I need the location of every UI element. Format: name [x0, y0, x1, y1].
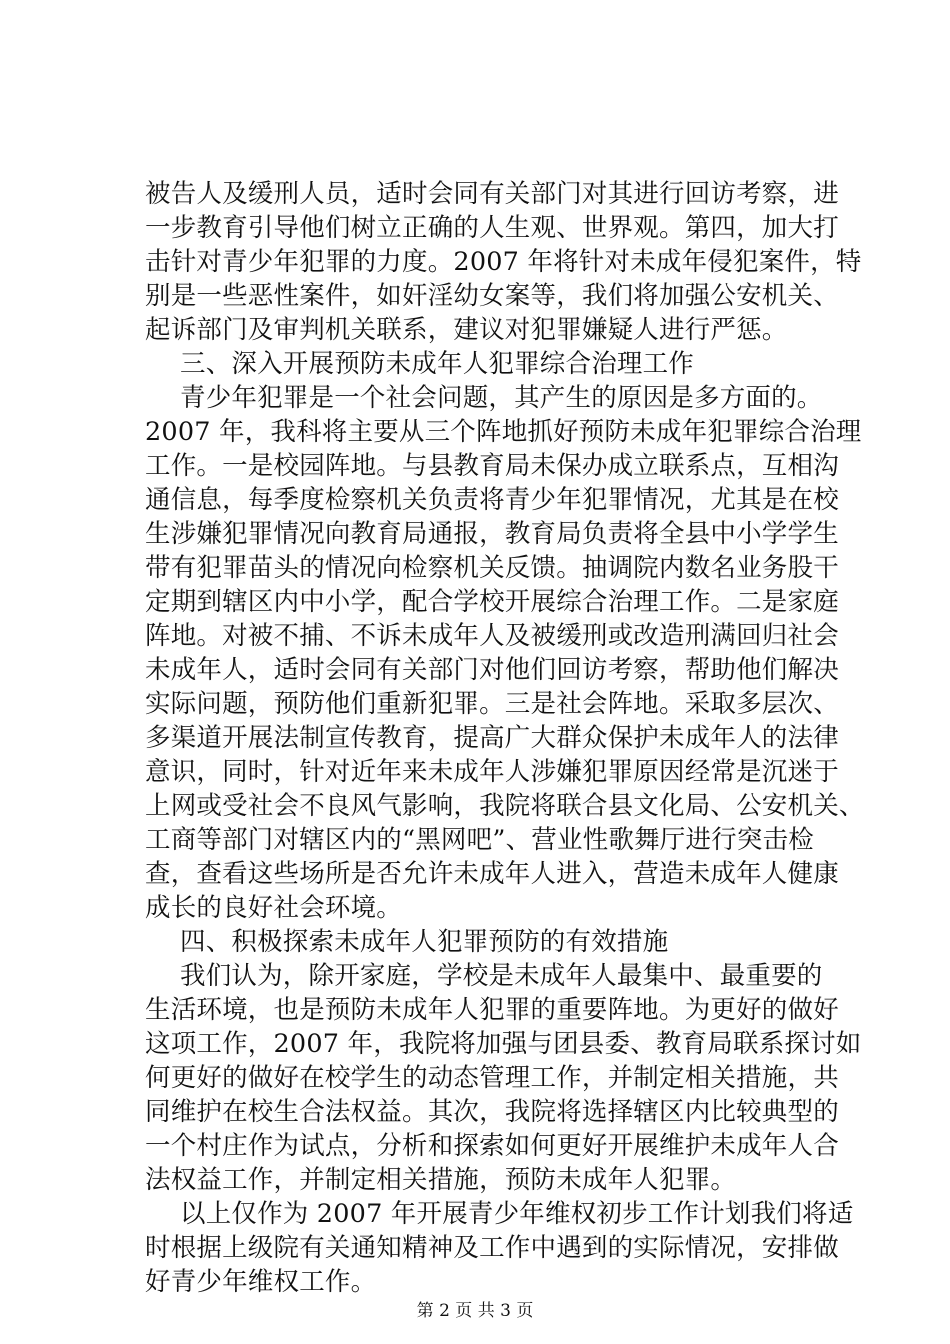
- text-line: 阵地。对被不捕、不诉未成年人及被缓刑或改造刑满回归社会: [145, 621, 839, 651]
- text-line: 实际问题，预防他们重新犯罪。三是社会阵地。采取多层次、: [145, 689, 839, 719]
- text-line: 起诉部门及审判机关联系，建议对犯罪嫌疑人进行严惩。: [145, 315, 788, 345]
- text-line: 以上仅作为 2007 年开展青少年维权初步工作计划我们将适: [180, 1199, 854, 1229]
- text-line: 生涉嫌犯罪情况向教育局通报，教育局负责将全县中小学学生: [145, 519, 839, 549]
- text-line: 时根据上级院有关通知精神及工作中遇到的实际情况，安排做: [145, 1233, 839, 1263]
- text-line: 成长的良好社会环境。: [145, 893, 403, 923]
- section-heading: 四、积极探索未成年人犯罪预防的有效措施: [180, 927, 669, 957]
- text-line: 同维护在校生合法权益。其次，我院将选择辖区内比较典型的: [145, 1097, 839, 1127]
- text-line: 法权益工作，并制定相关措施，预防未成年人犯罪。: [145, 1165, 737, 1195]
- text-line: 青少年犯罪是一个社会问题，其产生的原因是多方面的。: [180, 383, 823, 413]
- page-footer: 第 2 页 共 3 页: [416, 1301, 534, 1321]
- text-line: 带有犯罪苗头的情况向检察机关反馈。抽调院内数名业务股干: [145, 553, 839, 583]
- text-line: 别是一些恶性案件，如奸淫幼女案等，我们将加强公安机关、: [145, 281, 839, 311]
- text-line: 工作。一是校园阵地。与县教育局未保办成立联系点，互相沟: [145, 451, 839, 481]
- text-line: 被告人及缓刑人员，适时会同有关部门对其进行回访考察，进: [145, 179, 839, 209]
- text-line: 击针对青少年犯罪的力度。2007 年将针对未成年侵犯案件，特: [145, 247, 862, 277]
- text-line: 上网或受社会不良风气影响，我院将联合县文化局、公安机关、: [145, 791, 865, 821]
- text-line: 多渠道开展法制宣传教育，提高广大群众保护未成年人的法律: [145, 723, 839, 753]
- text-line: 查，查看这些场所是否允许未成年人进入，营造未成年人健康: [145, 859, 839, 889]
- text-line: 未成年人，适时会同有关部门对他们回访考察，帮助他们解决: [145, 655, 839, 685]
- text-line: 意识，同时，针对近年来未成年人涉嫌犯罪原因经常是沉迷于: [145, 757, 839, 787]
- text-line: 何更好的做好在校学生的动态管理工作，并制定相关措施，共: [145, 1063, 839, 1093]
- text-line: 工商等部门对辖区内的“黑网吧”、营业性歌舞厅进行突击检: [145, 825, 814, 855]
- text-line: 通信息，每季度检察机关负责将青少年犯罪情况，尤其是在校: [145, 485, 839, 515]
- text-line: 我们认为，除开家庭，学校是未成年人最集中、最重要的: [180, 961, 823, 991]
- text-line: 一个村庄作为试点，分析和探索如何更好开展维护未成年人合: [145, 1131, 839, 1161]
- text-line: 一步教育引导他们树立正确的人生观、世界观。第四，加大打: [145, 213, 839, 243]
- section-heading: 三、深入开展预防未成年人犯罪综合治理工作: [180, 349, 695, 379]
- text-line: 这项工作，2007 年，我院将加强与团县委、教育局联系探讨如: [145, 1029, 862, 1059]
- text-line: 2007 年，我科将主要从三个阵地抓好预防未成年犯罪综合治理: [145, 417, 862, 447]
- text-line: 好青少年维权工作。: [145, 1267, 377, 1297]
- text-line: 生活环境，也是预防未成年人犯罪的重要阵地。为更好的做好: [145, 995, 839, 1025]
- text-line: 定期到辖区内中小学，配合学校开展综合治理工作。二是家庭: [145, 587, 839, 617]
